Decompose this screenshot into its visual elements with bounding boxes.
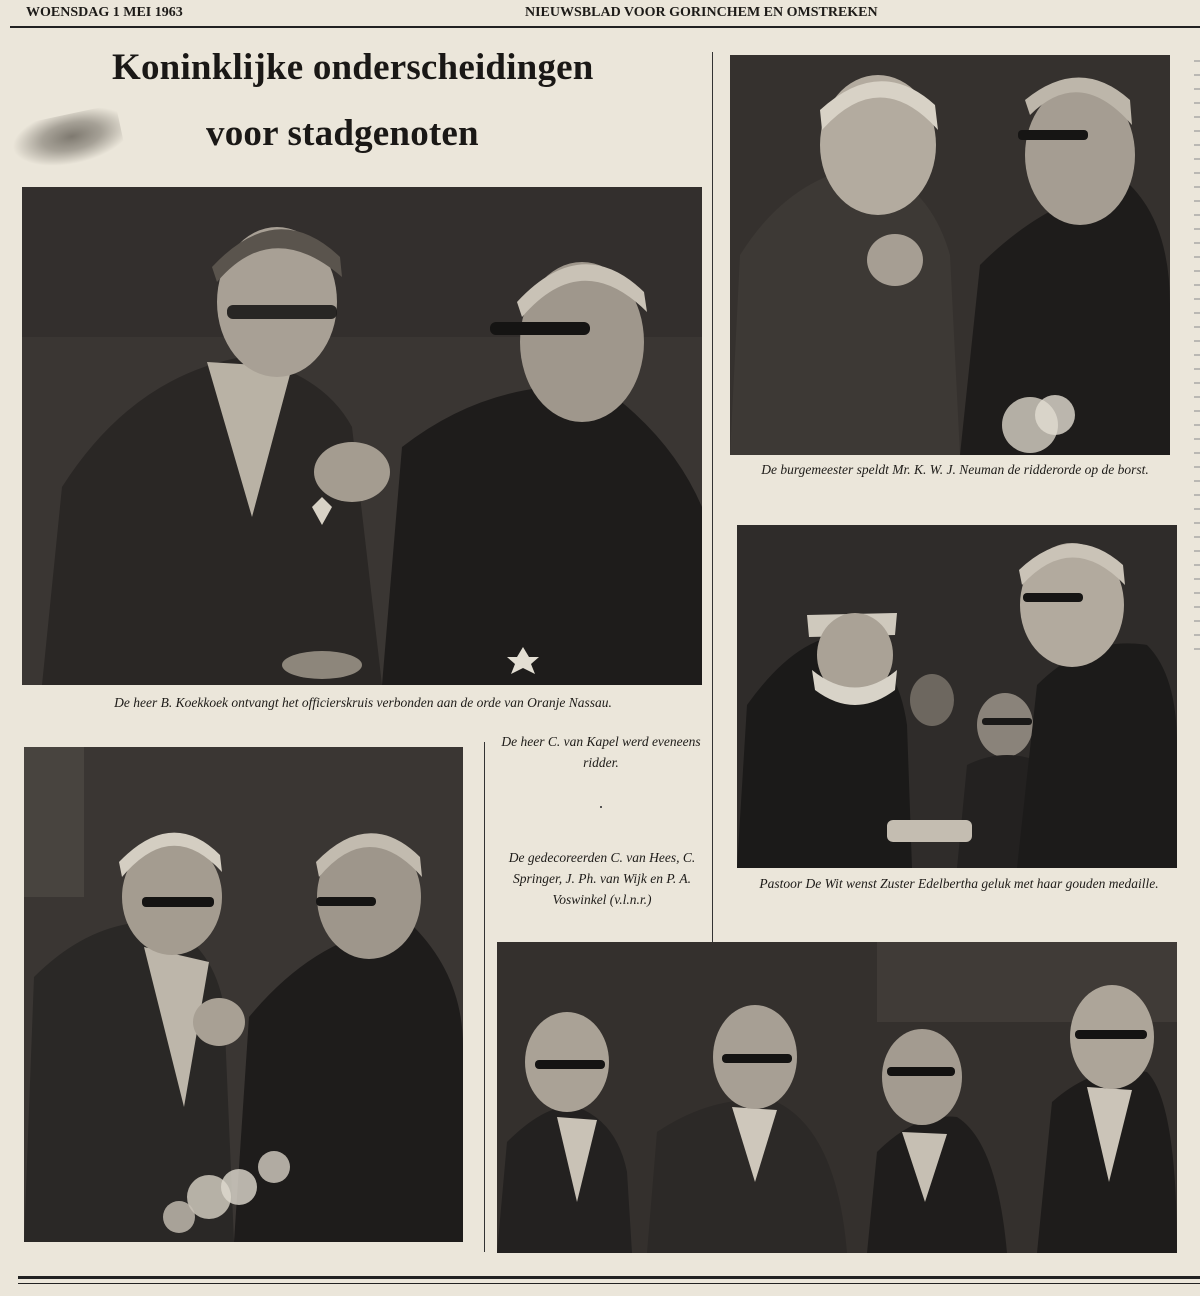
photo-mayor-pinning-icon <box>730 55 1170 455</box>
photo-group <box>497 942 1177 1253</box>
bottom-rule-thin <box>18 1283 1200 1284</box>
photo-van-kapel <box>24 747 463 1242</box>
masthead-rule <box>10 26 1200 28</box>
headline-line-2: voor stadgenoten <box>206 113 479 154</box>
caption-dot <box>600 806 602 808</box>
caption-edelbertha: Pastoor De Wit wenst Zuster Edelbertha geluk met haar gouden medaille. <box>759 876 1159 891</box>
newspaper-name: NIEUWSBLAD VOOR GORINCHEM EN OMSTREKEN <box>525 5 878 20</box>
photo-nun-pastor-icon <box>737 525 1177 868</box>
photo-neuman <box>730 55 1170 455</box>
adjacent-column-edge <box>1194 60 1200 660</box>
caption-neuman: De burgemeester speldt Mr. K. W. J. Neuman de ridderorde op de borst. <box>761 462 1149 477</box>
caption-koekkoek: De heer B. Koekkoek ontvangt het officierskruis verbonden aan de orde van Oranje Nassau. <box>114 695 612 710</box>
photo-four-men-icon <box>497 942 1177 1253</box>
bottom-rule-thick <box>18 1276 1200 1279</box>
caption-van-kapel: De heer C. van Kapel werd eveneens ridder. <box>501 734 701 770</box>
photo-two-men-pinning-icon <box>24 747 463 1242</box>
photo-two-men-medal-icon <box>22 187 702 685</box>
caption-group: De gedecoreerden C. van Hees, C. Springer, J. Ph. van Wijk en P. A. Voswinkel (v.l.n.r.) <box>508 850 696 907</box>
column-rule-middle <box>484 742 485 1252</box>
page-date: WOENSDAG 1 MEI 1963 <box>26 5 183 20</box>
ink-smudge <box>8 104 126 176</box>
photo-edelbertha <box>737 525 1177 868</box>
photo-koekkoek <box>22 187 702 685</box>
headline-line-1: Koninklijke onderscheidingen <box>112 47 594 88</box>
